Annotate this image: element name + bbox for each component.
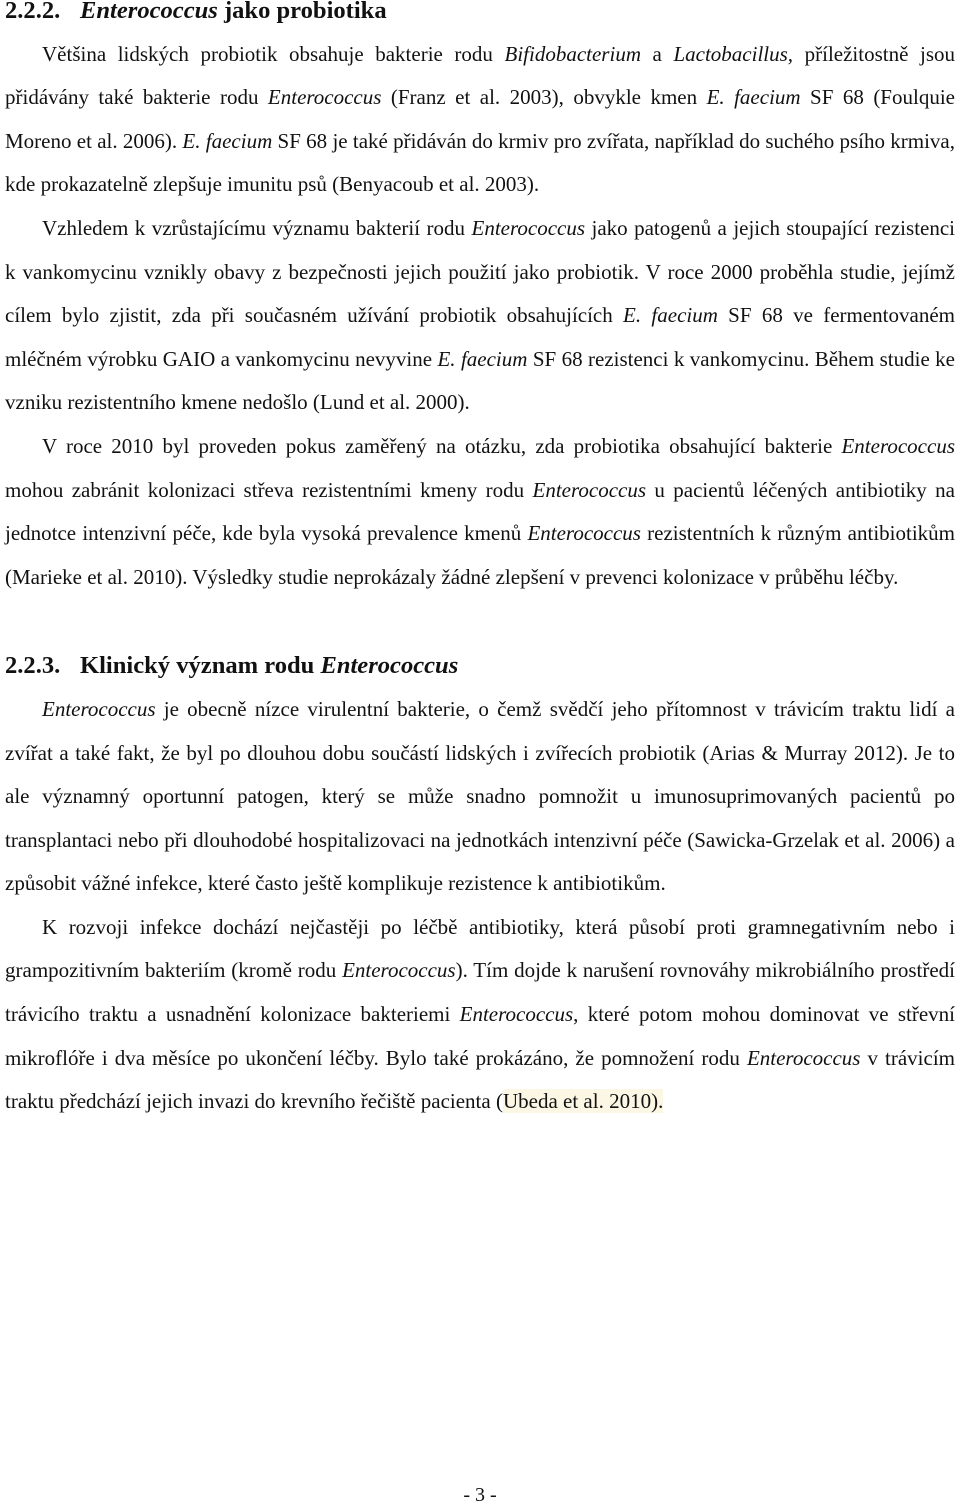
species-name: E. faecium [182,128,273,153]
genus-name: Enterococcus [532,477,647,502]
text-run: příležitostně jsou přidávány také bakterie rodu [5,41,955,110]
text-run: Vzhledem k vzrůstajícímu významu bakterií rodu [42,215,472,240]
section-heading-2-2-2 [5,0,955,33]
section-spacer [5,599,955,644]
paragraph-vancomycin-study [5,207,955,425]
species-name: E. faecium [706,85,801,110]
text-run: mohou zabránit kolonizaci střeva rezistentními kmeny rodu [5,477,533,502]
document-page [5,0,955,1124]
highlighted-citation: Ubeda et al. 2010). [502,1089,664,1114]
text-run: jako patogenů a jejich stoupající rezistenci k vankomycinu vznikly obavy z bezpečnosti jejich použití jako probiotik. V roce 2000 proběhla studie, jejímž cílem bylo zjistit, zda při současném užívání probiotik obsahujících [5,215,955,328]
page-number: - 3 - [463,1484,497,1506]
genus-name: Enterococcus [459,1002,574,1027]
section-number: 2.2.2. [5,0,61,24]
genus-name: Enterococcus [527,521,641,546]
genus-name: Enterococcus [841,433,955,458]
genus-name: Enterococcus [267,85,382,110]
paragraph-infection-development [5,906,955,1124]
text-run: Většina lidských probiotik obsahuje bakterie rodu [42,41,505,66]
section-title-italic: Enterococcus [320,652,459,680]
section-title-rest: jako probiotika [217,0,387,24]
section-title-rest: Klinický význam rodu [80,652,321,680]
genus-name: Enterococcus [746,1045,861,1070]
genus-name: Enterococcus [42,696,156,721]
genus-name: Lactobacillus, [673,41,794,66]
species-name: E. faecium [437,346,528,371]
paragraph-2010-trial [5,425,955,599]
text-run: SF 68 rezistenci k vankomycinu. Během studie ke vzniku rezistentního kmene nedošlo (Lund et al. 2000). [5,346,955,415]
text-run: ). Tím dojde k narušení rovnováhy mikrobiálního prostředí trávicího traktu a usnadnění kolonizace bakteriemi [5,958,956,1027]
text-run: SF 68 (Foulquie Moreno et al. 2006). [5,85,955,153]
paragraph-probiotics-intro [5,33,955,207]
text-run: (Franz et al. 2003), obvykle kmen [381,85,707,110]
text-run: SF 68 je také přidáván do krmiv pro zvířata, například do suchého psího krmiva, kde prokazatelně zlepšuje imunitu psů (Benyacoub et al. 2003). [5,128,955,197]
text-run: je obecně nízce virulentní bakterie, o čemž svědčí jeho přítomnost v trávicím traktu lidí a zvířat a také fakt, že byl po dlouhou dobu součástí lidských i zvířecích probiotik (Arias & Murray 2012). Je to ale významný oportunní patogen, který se může snadno pomnožit u imunosuprimovaných pacientů po transplantaci nebo při dlouhodobé hospitalizovaci na jednotkách intenzivní péče (Sawicka-Grzelak et al. 2006) a způsobit vážné infekce, které často ještě komplikuje rezistence k antibiotikům. [5,696,955,896]
species-name: E. faecium [623,303,718,328]
text-run: v trávicím traktu předchází jejich invazi do krevního řečiště pacienta ( [5,1045,955,1114]
text-run: SF 68 ve fermentovaném mléčném výrobku GAIO a vankomycinu nevyvine [5,303,955,371]
text-run: rezistentních k různým antibiotikům (Marieke et al. 2010). Výsledky studie neprokázaly žádné zlepšení v prevenci kolonizace v průběhu léčby. [5,521,955,589]
text-run: K rozvoji infekce dochází nejčastěji po léčbě antibiotiky, která působí proti gramnegativním nebo i grampozitivním bakteriím (kromě rodu [5,914,955,983]
section-heading-2-2-3 [5,644,955,688]
section-number: 2.2.3. [5,652,61,680]
text-run: a [640,41,674,66]
paragraph-clinical-significance [5,688,955,906]
section-title-italic: Enterococcus [80,0,218,24]
genus-name: Enterococcus [342,958,456,983]
text-run: V roce 2010 byl proveden pokus zaměřený na otázku, zda probiotika obsahující bakterie [42,433,842,458]
text-run: , které potom mohou dominovat ve střevní mikroflóře i dva měsíce po ukončení léčby. Bylo také prokázáno, že pomnožení rodu [5,1002,955,1070]
text-run: u pacientů léčených antibiotiky na jednotce intenzivní péče, kde byla vysoká prevalence kmenů [5,477,955,546]
genus-name: Enterococcus [471,215,586,240]
genus-name: Bifidobacterium [504,41,641,66]
